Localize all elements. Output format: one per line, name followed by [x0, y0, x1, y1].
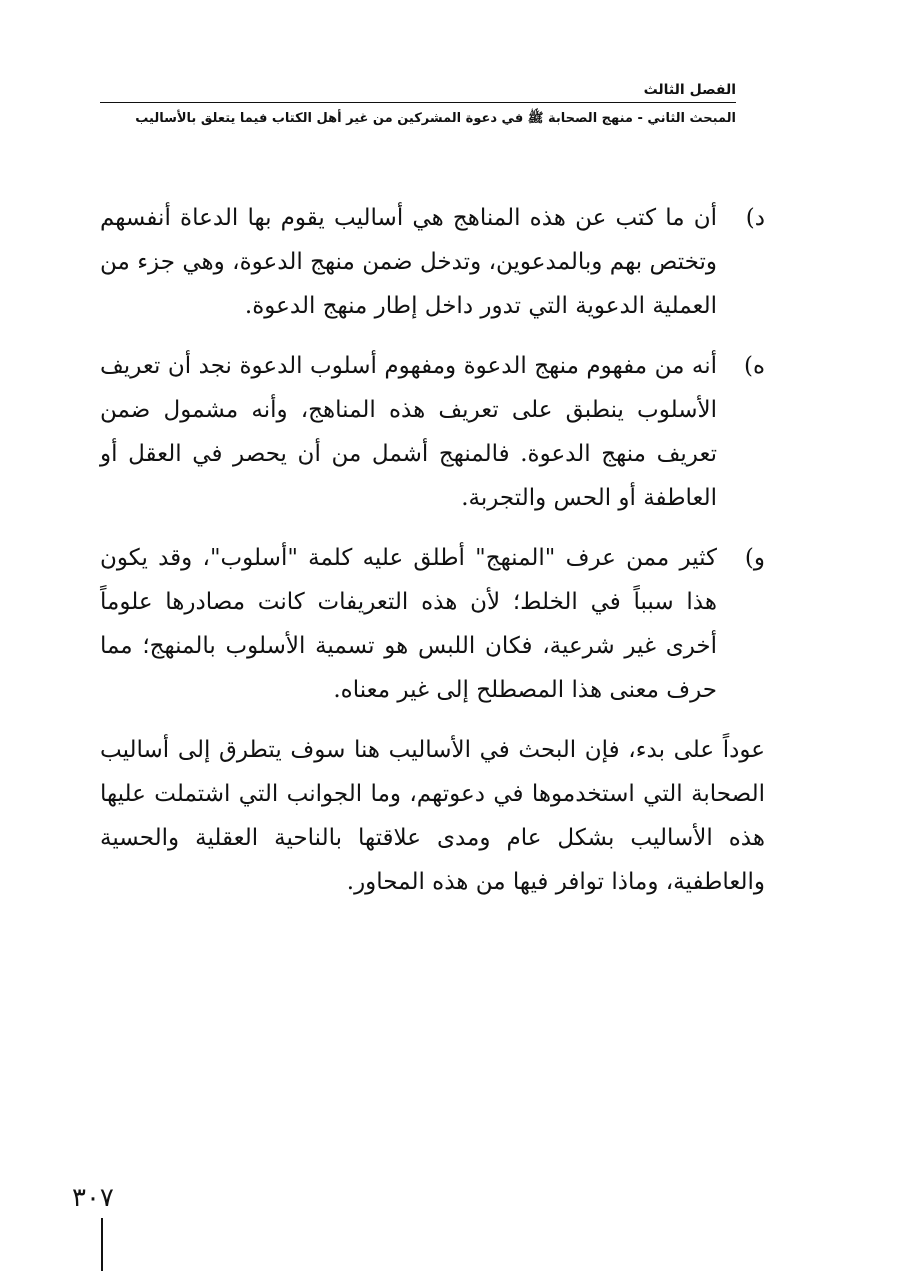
list-item-text: أن ما كتب عن هذه المناهج هي أساليب يقوم بها الدعاة أنفسهم وتختص بهم وبالمدعوين، وتدخل ضمن منهج الدعوة، وهي جزء من العملية الدعوية التي تدور داخل إطار منهج الدعوة.	[100, 205, 717, 319]
list-item-ha	[100, 344, 765, 520]
header-rule	[100, 102, 736, 103]
list-marker: و)	[744, 545, 765, 571]
chapter-title: الفصل الثالث	[643, 82, 736, 98]
list-marker: ه)	[743, 353, 765, 379]
page-number: ٣٠٧	[72, 1183, 114, 1213]
list-item-text: كثير ممن عرف "المنهج" أطلق عليه كلمة "أسلوب"، وقد يكون هذا سبباً في الخلط؛ لأن هذه التعريفات كانت مصادرها علوماً أخرى غير شرعية، فكان اللبس هو تسمية الأسلوب بالمنهج؛ مما حرف معنى هذا المصطلح إلى غير معناه.	[100, 545, 717, 703]
section-title: المبحث الثاني - منهج الصحابة ﷺ في دعوة المشركين من غير أهل الكتاب فيما يتعلق بالأساليب	[135, 111, 736, 126]
list-item-waw	[100, 536, 765, 712]
closing-paragraph: عوداً على بدء، فإن البحث في الأساليب هنا سوف يتطرق إلى أساليب الصحابة التي استخدموها في دعوتهم، وما الجوانب التي اشتملت عليها هذه الأساليب بشكل عام ومدى علاقتها بالناحية العقلية والحسية والعاطفية، وماذا توافر فيها من هذه المحاور.	[100, 737, 765, 895]
list-marker: د)	[745, 205, 765, 231]
page-body	[100, 196, 765, 927]
page-number-rule	[101, 1218, 103, 1271]
running-header	[100, 80, 736, 129]
list-item-text: أنه من مفهوم منهج الدعوة ومفهوم أسلوب الدعوة نجد أن تعريف الأسلوب ينطبق على تعريف هذه المناهج، وأنه مشمول ضمن تعريف منهج الدعوة. فالمنهج أشمل من أن يحصر في العقل أو العاطفة أو الحس والتجربة.	[100, 353, 717, 511]
list-item-dal	[100, 196, 765, 328]
